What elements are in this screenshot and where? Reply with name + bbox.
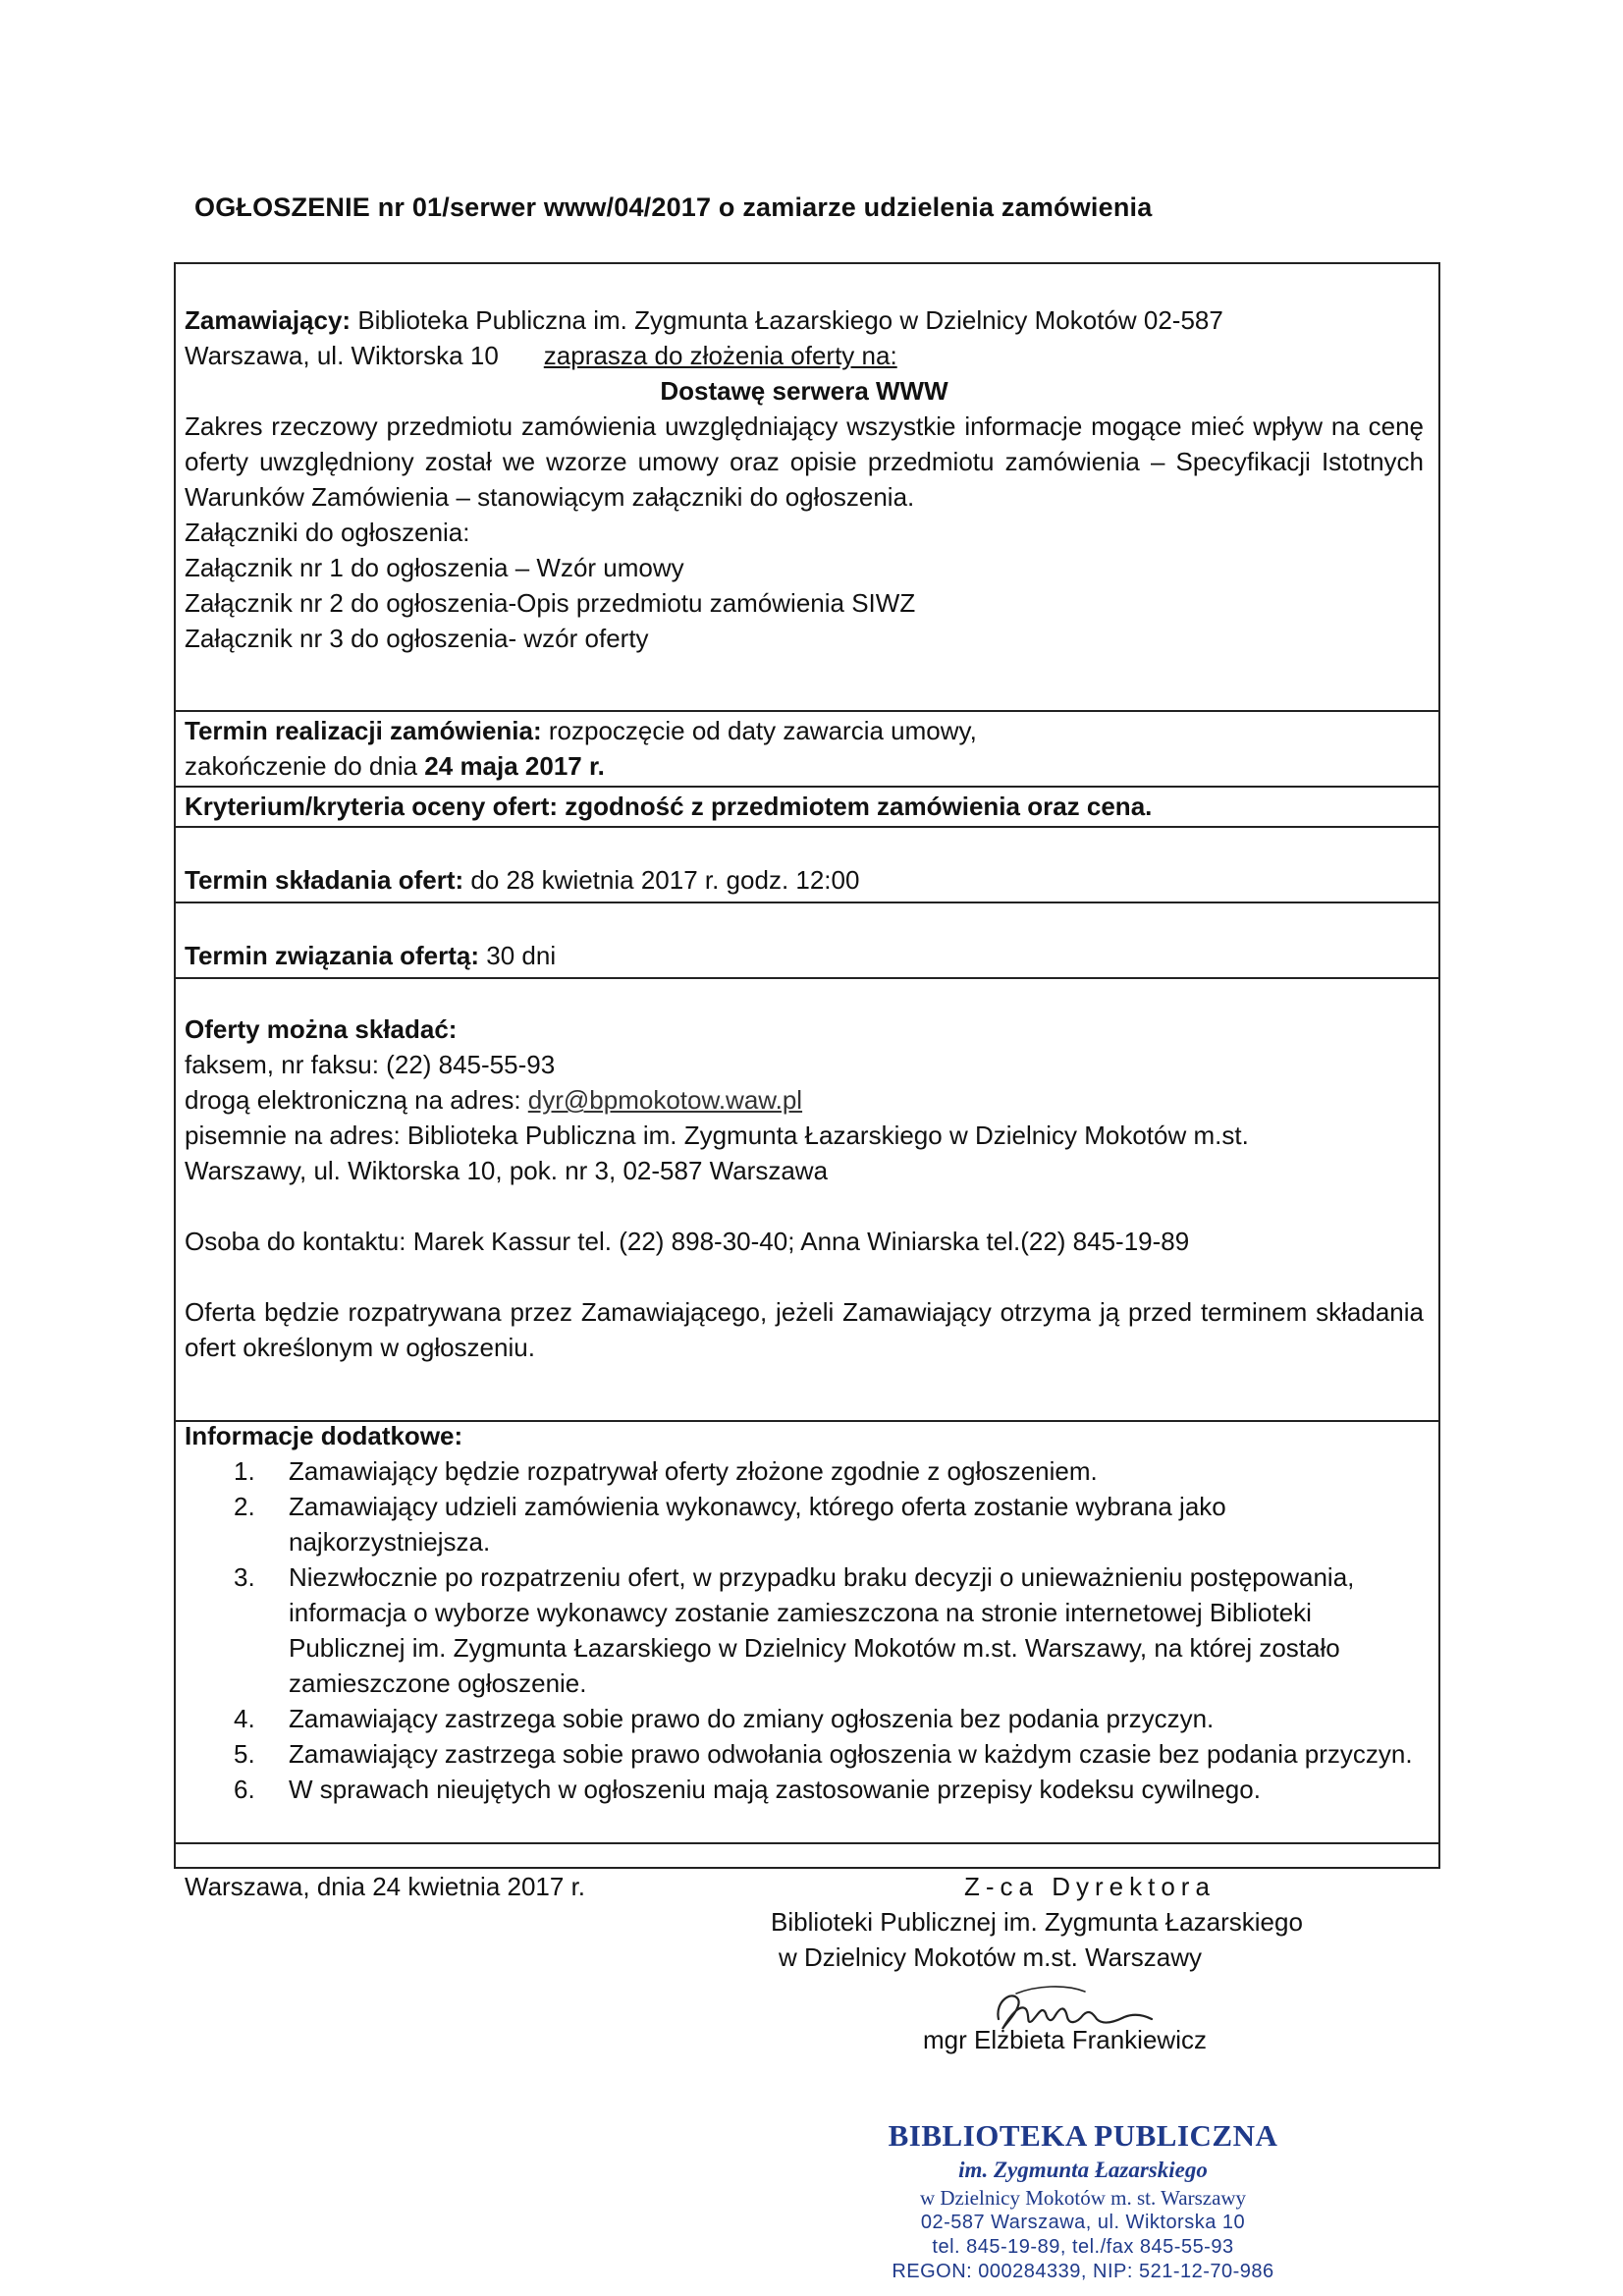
email-prefix: drogą elektroniczną na adres: bbox=[185, 1085, 528, 1115]
post-address-line: pisemnie na adres: Biblioteka Publiczna im. Zygmunta Łazarskiego w Dzielnicy Mokotów m.st. bbox=[185, 1121, 1249, 1150]
ordering-label: Zamawiający: bbox=[185, 305, 352, 335]
additional-info-section bbox=[185, 1418, 1424, 1807]
attachment-item: Załącznik nr 1 do ogłoszenia – Wzór umowy bbox=[185, 553, 684, 582]
submission-text: do 28 kwietnia 2017 r. godz. 12:00 bbox=[463, 865, 860, 895]
address-line bbox=[185, 338, 1424, 373]
list-item: 4. Zamawiający zastrzega sobie prawo do zmiany ogłoszenia bez podania przyczyn. bbox=[234, 1704, 1215, 1733]
attachments-header: Załączniki do ogłoszenia: bbox=[185, 518, 470, 547]
attachment-item: Załącznik nr 2 do ogłoszenia-Opis przedmiotu zamówienia SIWZ bbox=[185, 588, 916, 618]
list-item: 3. Niezwłocznie po rozpatrzeniu ofert, w przypadku braku decyzji o unieważnieniu postępowania, informacja o wyborze wykonawcy zostanie zamieszczona na stronie internetowej Biblioteki Publicznej im. Zygmunta Łazarskiego w Dzielnicy Mokotów m.st. Warszawy, na której zostało zamieszczone ogłoszenie. bbox=[234, 1562, 1355, 1698]
realization-term-section bbox=[185, 713, 1424, 784]
additional-info-header: Informacje dodatkowe: bbox=[185, 1421, 463, 1450]
list-item: 2. Zamawiający udzieli zamówienia wykonawcy, którego oferta zostanie wybrana jako najkorzystniejsza. bbox=[234, 1492, 1226, 1557]
stamp-patron: im. Zygmunta Łazarskiego bbox=[958, 2158, 1208, 2182]
submission-methods-section bbox=[185, 1011, 1424, 1365]
order-subject: Dostawę serwera WWW bbox=[660, 376, 948, 406]
signatory-org: w Dzielnicy Mokotów m.st. Warszawy bbox=[779, 1942, 1202, 1972]
list-item: 6. W sprawach nieujętych w ogłoszeniu mają zastosowanie przepisy kodeksu cywilnego. bbox=[234, 1775, 1261, 1804]
ordering-party-section bbox=[185, 302, 1424, 656]
place-and-date: Warszawa, dnia 24 kwietnia 2017 r. bbox=[185, 1872, 586, 1901]
binding-label: Termin związania ofertą: bbox=[185, 941, 480, 970]
divider bbox=[174, 977, 1440, 979]
submission-deadline-section bbox=[185, 862, 1424, 898]
document-title: OGŁOSZENIE nr 01/serwer www/04/2017 o zamiarze udzielenia zamówienia bbox=[194, 192, 1153, 222]
divider bbox=[174, 1842, 1440, 1844]
divider bbox=[174, 902, 1440, 903]
contact-person-line: Osoba do kontaktu: Marek Kassur tel. (22) 898-30-40; Anna Winiarska tel.(22) 845-19-89 bbox=[185, 1227, 1190, 1256]
signatory-name: mgr Elżbieta Frankiewicz bbox=[923, 2025, 1207, 2054]
signatory-block bbox=[746, 1869, 1375, 1975]
realization-label: Termin realizacji zamówienia: bbox=[185, 716, 542, 745]
stamp-title: BIBLIOTEKA PUBLICZNA bbox=[888, 2118, 1278, 2153]
list-item: 1. Zamawiający będzie rozpatrywał oferty złożone zgodnie z ogłoszeniem. bbox=[234, 1456, 1098, 1486]
stamp-registry: REGON: 000284339, NIP: 521-12-70-986 bbox=[892, 2261, 1274, 2282]
ordering-text: Biblioteka Publiczna im. Zygmunta Łazarskiego w Dzielnicy Mokotów 02-587 bbox=[351, 305, 1223, 335]
ordering-party-line bbox=[185, 302, 1424, 338]
binding-text: 30 dni bbox=[479, 941, 557, 970]
invite-text: zaprasza do złożenia oferty na: bbox=[543, 341, 897, 370]
library-stamp bbox=[852, 2116, 1314, 2284]
stamp-phone: tel. 845-19-89, tel./fax 845-55-93 bbox=[932, 2236, 1234, 2258]
binding-period-section bbox=[185, 938, 1424, 973]
realization-text: rozpoczęcie od daty zawarcia umowy, bbox=[541, 716, 977, 745]
additional-info-list bbox=[185, 1453, 1424, 1807]
signatory-org: Biblioteki Publicznej im. Zygmunta Łazarskiego bbox=[771, 1907, 1303, 1937]
attachment-item: Załącznik nr 3 do ogłoszenia- wzór oferty bbox=[185, 624, 649, 653]
list-item: 5. Zamawiający zastrzega sobie prawo odwołania ogłoszenia w każdym czasie bez podania przyczyn. bbox=[234, 1739, 1413, 1769]
realization-end-text: zakończenie do dnia bbox=[185, 751, 425, 781]
fax-line: faksem, nr faksu: (22) 845-55-93 bbox=[185, 1050, 556, 1079]
criteria-section: Kryterium/kryteria oceny ofert: zgodność z przedmiotem zamówienia oraz cena. bbox=[185, 792, 1153, 821]
signatory-role: Z-ca Dyrektora bbox=[964, 1872, 1216, 1901]
email-link[interactable]: dyr@bpmokotow.waw.pl bbox=[527, 1085, 803, 1115]
realization-end-date: 24 maja 2017 r. bbox=[424, 751, 605, 781]
post-address-line: Warszawy, ul. Wiktorska 10, pok. nr 3, 02-587 Warszawa bbox=[185, 1156, 829, 1185]
submission-label: Termin składania ofert: bbox=[185, 865, 464, 895]
acceptance-note: Oferta będzie rozpatrywana przez Zamawiającego, jeżeli Zamawiający otrzyma ją przed terminem składania ofert określonym w ogłoszeniu. bbox=[185, 1297, 1424, 1362]
ordering-address: Warszawa, ul. Wiktorska 10 bbox=[185, 341, 499, 370]
email-line bbox=[185, 1082, 1424, 1118]
submission-methods-header: Oferty można składać: bbox=[185, 1014, 458, 1044]
divider bbox=[174, 826, 1440, 828]
stamp-district: w Dzielnicy Mokotów m. st. Warszawy bbox=[919, 2186, 1247, 2210]
scope-paragraph: Zakres rzeczowy przedmiotu zamówienia uwzględniający wszystkie informacje mogące mieć wpływ na cenę oferty uwzględniony został we wzorze umowy oraz opisie przedmiotu zamówienia – Specyfikacji Istotnych Warunków Zamówienia – stanowiącym załączniki do ogłoszenia. bbox=[185, 411, 1424, 512]
divider bbox=[174, 710, 1440, 712]
stamp-address: 02-587 Warszawa, ul. Wiktorska 10 bbox=[920, 2212, 1246, 2233]
divider bbox=[174, 786, 1440, 788]
